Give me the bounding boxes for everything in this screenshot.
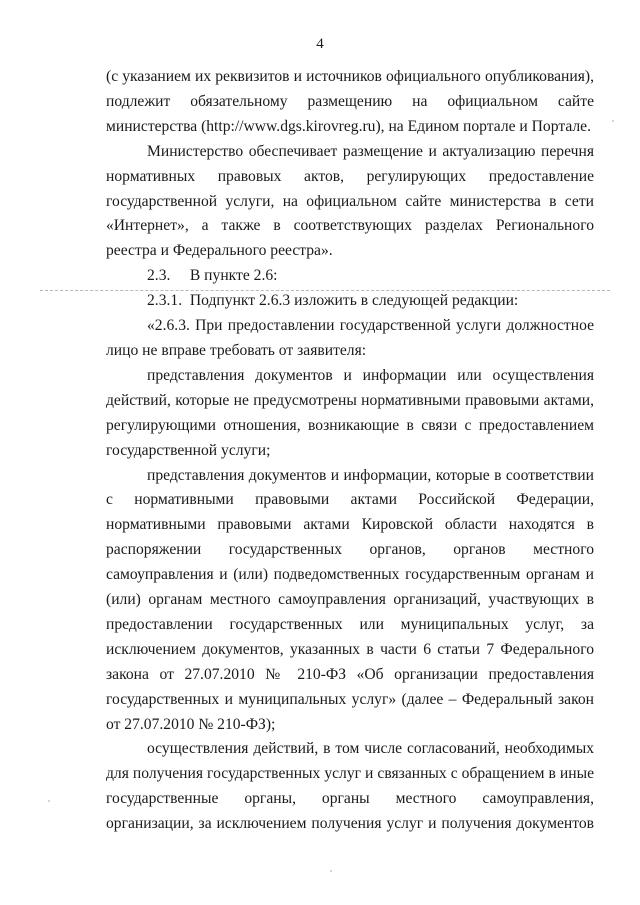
paragraph-item-2-3: 2.3. В пункте 2.6: [147, 267, 278, 285]
paragraph-item-2-3-1: 2.3.1. Подпункт 2.6.3 изложить в следующей редакции: [147, 292, 519, 310]
scan-speck [612, 120, 614, 122]
paragraph-item-2-6-3: «2.6.3. При предоставлении государственной услуги должностное лицо не вправе требовать от заявителя: [106, 317, 594, 359]
paragraph-ministry-duties: Министерство обеспечивает размещение и актуализацию перечня нормативных правовых актов, регулирующих предоставление государственной услуги, на официальном сайте министерства в сети «Интернет», а также в соответствующих разделах Регионального реестра и Федерального реестра». [106, 142, 594, 260]
page-number: 4 [316, 36, 324, 52]
document-body [106, 65, 594, 837]
paragraph-requirement-1: представления документов и информации или осуществления действий, которые не предусмотрены нормативными правовыми актами, регулирующими отношения, возникающие в связи с предоставлением государственной услуги; [106, 366, 594, 459]
paragraph-publication: (с указанием их реквизитов и источников официального опубликования), подлежит обязательному размещению на официальном сайте министерства (http://www.dgs.kirovreg.ru), на Едином портале и Портале. [106, 68, 594, 135]
scan-speck [330, 870, 332, 872]
paragraph-requirement-2: представления документов и информации, которые в соответствии с нормативными правовыми актами Российской Федерации, нормативными правовыми актами Кировской области находятся в распоряжении государственных органов, органов местного самоуправления и (или) подведомственных государственным органам и (или) органам местного самоуправления организаций, участвующих в предоставлении государственных или муниципальных услуг, за исключением документов, указанных в части 6 статьи 7 Федерального закона от 27.07.2010 № 210-ФЗ «Об организации предоставления государственных и муниципальных услуг» (далее – Федеральный закон от 27.07.2010 № 210-ФЗ); [106, 466, 594, 733]
paragraph-requirement-3: осуществления действий, в том числе согласований, необходимых для получения государственных услуг и связанных с обращением в иные государственные органы, органы местного самоуправления, организации, за исключением получения услуг и получения документов [106, 740, 594, 833]
scan-speck [48, 800, 50, 802]
